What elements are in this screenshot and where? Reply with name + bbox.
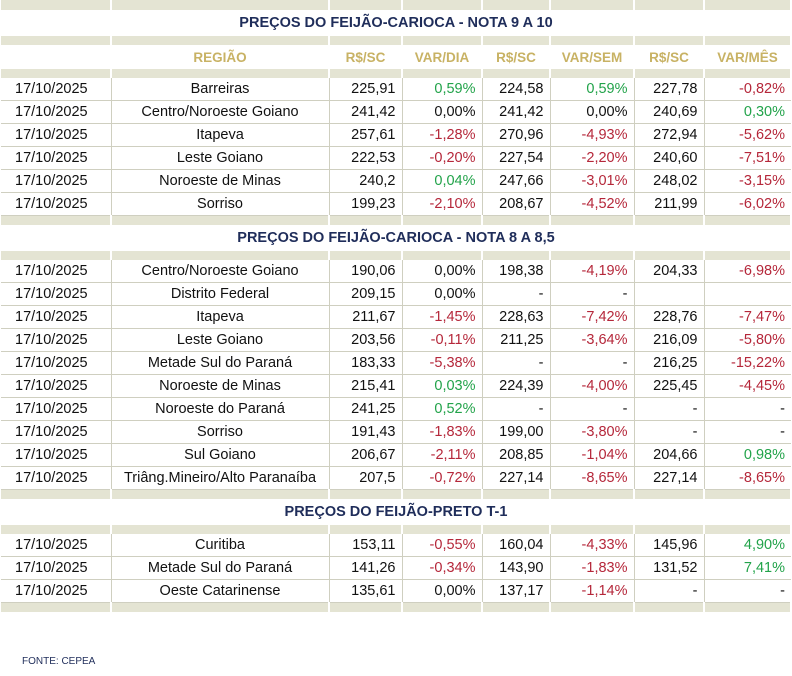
section-title: PREÇOS DO FEIJÃO-CARIOCA - NOTA 8 A 8,5 bbox=[1, 225, 791, 251]
strip-cell bbox=[482, 251, 550, 260]
date-cell: 17/10/2025 bbox=[1, 375, 111, 398]
region-cell: Leste Goiano bbox=[111, 329, 329, 352]
strip-cell bbox=[634, 603, 704, 613]
strip-cell bbox=[704, 36, 791, 45]
date-cell: 17/10/2025 bbox=[1, 260, 111, 283]
price-week-cell: 199,00 bbox=[482, 421, 550, 444]
price-table bbox=[1, 0, 792, 612]
price-week-cell: - bbox=[482, 352, 550, 375]
region-cell: Barreiras bbox=[111, 78, 329, 101]
var-week-cell: -1,14% bbox=[550, 580, 634, 603]
divider-strip bbox=[1, 603, 791, 613]
date-cell: 17/10/2025 bbox=[1, 170, 111, 193]
price-month-cell: 240,60 bbox=[634, 147, 704, 170]
price-month-cell: 131,52 bbox=[634, 557, 704, 580]
var-month-cell: -6,02% bbox=[704, 193, 791, 216]
strip-cell bbox=[402, 525, 482, 534]
var-week-cell: 0,00% bbox=[550, 101, 634, 124]
price-week-cell: 228,63 bbox=[482, 306, 550, 329]
table-row bbox=[1, 444, 791, 467]
strip-cell bbox=[402, 216, 482, 226]
strip-cell bbox=[550, 525, 634, 534]
table-row bbox=[1, 375, 791, 398]
var-day-cell: -0,11% bbox=[402, 329, 482, 352]
var-week-cell: -8,65% bbox=[550, 467, 634, 490]
strip-cell bbox=[550, 603, 634, 613]
var-day-cell: -1,45% bbox=[402, 306, 482, 329]
var-month-cell bbox=[704, 283, 791, 306]
region-cell: Noroeste de Minas bbox=[111, 375, 329, 398]
price-week-cell: 227,14 bbox=[482, 467, 550, 490]
price-day-cell: 222,53 bbox=[329, 147, 402, 170]
price-month-cell: 272,94 bbox=[634, 124, 704, 147]
date-cell: 17/10/2025 bbox=[1, 534, 111, 557]
price-day-cell: 190,06 bbox=[329, 260, 402, 283]
strip-cell bbox=[402, 490, 482, 500]
strip-cell bbox=[704, 216, 791, 226]
price-month-cell: 204,66 bbox=[634, 444, 704, 467]
price-week-cell: 247,66 bbox=[482, 170, 550, 193]
strip-cell bbox=[329, 603, 402, 613]
date-cell: 17/10/2025 bbox=[1, 306, 111, 329]
price-month-cell: 204,33 bbox=[634, 260, 704, 283]
table-row bbox=[1, 78, 791, 101]
date-cell: 17/10/2025 bbox=[1, 283, 111, 306]
price-day-cell: 153,11 bbox=[329, 534, 402, 557]
var-week-cell: -2,20% bbox=[550, 147, 634, 170]
var-week-cell: - bbox=[550, 352, 634, 375]
price-week-cell: 208,85 bbox=[482, 444, 550, 467]
var-day-cell: 0,59% bbox=[402, 78, 482, 101]
var-day-cell: 0,00% bbox=[402, 283, 482, 306]
var-month-cell: -4,45% bbox=[704, 375, 791, 398]
var-month-cell: -6,98% bbox=[704, 260, 791, 283]
var-month-cell: - bbox=[704, 580, 791, 603]
strip-cell bbox=[329, 36, 402, 45]
date-cell: 17/10/2025 bbox=[1, 329, 111, 352]
var-day-cell: 0,03% bbox=[402, 375, 482, 398]
var-month-cell: 7,41% bbox=[704, 557, 791, 580]
var-month-cell: - bbox=[704, 421, 791, 444]
var-week-cell: -1,83% bbox=[550, 557, 634, 580]
var-day-cell: -0,20% bbox=[402, 147, 482, 170]
price-month-cell: 216,25 bbox=[634, 352, 704, 375]
column-header: VAR/MÊS bbox=[704, 45, 791, 69]
section-title: PREÇOS DO FEIJÃO-PRETO T-1 bbox=[1, 499, 791, 525]
strip-cell bbox=[1, 69, 111, 78]
date-cell: 17/10/2025 bbox=[1, 78, 111, 101]
divider-strip bbox=[1, 525, 791, 534]
var-month-cell: - bbox=[704, 398, 791, 421]
var-week-cell: -4,93% bbox=[550, 124, 634, 147]
column-header: VAR/SEM bbox=[550, 45, 634, 69]
strip-cell bbox=[1, 603, 111, 613]
region-cell: Sul Goiano bbox=[111, 444, 329, 467]
table-row bbox=[1, 260, 791, 283]
strip-cell bbox=[550, 0, 634, 10]
price-day-cell: 141,26 bbox=[329, 557, 402, 580]
var-week-cell: -4,33% bbox=[550, 534, 634, 557]
date-cell: 17/10/2025 bbox=[1, 398, 111, 421]
price-month-cell: 228,76 bbox=[634, 306, 704, 329]
strip-cell bbox=[329, 490, 402, 500]
strip-cell bbox=[634, 490, 704, 500]
strip-cell bbox=[1, 525, 111, 534]
region-cell: Centro/Noroeste Goiano bbox=[111, 260, 329, 283]
strip-cell bbox=[329, 69, 402, 78]
price-day-cell: 257,61 bbox=[329, 124, 402, 147]
price-week-cell: 143,90 bbox=[482, 557, 550, 580]
var-month-cell: -7,51% bbox=[704, 147, 791, 170]
column-header: R$/SC bbox=[482, 45, 550, 69]
region-cell: Sorriso bbox=[111, 193, 329, 216]
strip-cell bbox=[111, 603, 329, 613]
price-week-cell: 160,04 bbox=[482, 534, 550, 557]
table-row bbox=[1, 534, 791, 557]
divider-strip bbox=[1, 0, 791, 10]
strip-cell bbox=[1, 216, 111, 226]
strip-cell bbox=[482, 603, 550, 613]
price-month-cell: 227,14 bbox=[634, 467, 704, 490]
strip-cell bbox=[482, 0, 550, 10]
divider-strip bbox=[1, 36, 791, 45]
var-day-cell: 0,00% bbox=[402, 260, 482, 283]
var-week-cell: -3,80% bbox=[550, 421, 634, 444]
price-day-cell: 241,25 bbox=[329, 398, 402, 421]
header-date bbox=[1, 45, 111, 69]
strip-cell bbox=[704, 69, 791, 78]
column-header: R$/SC bbox=[634, 45, 704, 69]
var-day-cell: -1,28% bbox=[402, 124, 482, 147]
var-month-cell: 0,30% bbox=[704, 101, 791, 124]
strip-cell bbox=[402, 251, 482, 260]
price-day-cell: 211,67 bbox=[329, 306, 402, 329]
table-row bbox=[1, 352, 791, 375]
price-day-cell: 215,41 bbox=[329, 375, 402, 398]
divider-strip bbox=[1, 490, 791, 500]
price-month-cell: - bbox=[634, 421, 704, 444]
var-day-cell: -0,55% bbox=[402, 534, 482, 557]
strip-cell bbox=[550, 216, 634, 226]
region-cell: Noroeste de Minas bbox=[111, 170, 329, 193]
price-month-cell: - bbox=[634, 580, 704, 603]
price-day-cell: 207,5 bbox=[329, 467, 402, 490]
strip-cell bbox=[482, 216, 550, 226]
divider-strip bbox=[1, 251, 791, 260]
date-cell: 17/10/2025 bbox=[1, 557, 111, 580]
price-day-cell: 240,2 bbox=[329, 170, 402, 193]
var-day-cell: 0,52% bbox=[402, 398, 482, 421]
strip-cell bbox=[550, 36, 634, 45]
divider-strip bbox=[1, 69, 791, 78]
table-row bbox=[1, 580, 791, 603]
region-cell: Noroeste do Paraná bbox=[111, 398, 329, 421]
var-week-cell: - bbox=[550, 283, 634, 306]
source-note: FONTE: CEPEA bbox=[22, 656, 96, 667]
price-week-cell: 270,96 bbox=[482, 124, 550, 147]
strip-cell bbox=[550, 251, 634, 260]
strip-cell bbox=[111, 216, 329, 226]
var-day-cell: -5,38% bbox=[402, 352, 482, 375]
column-header: REGIÃO bbox=[111, 45, 329, 69]
date-cell: 17/10/2025 bbox=[1, 101, 111, 124]
strip-cell bbox=[634, 69, 704, 78]
strip-cell bbox=[329, 525, 402, 534]
strip-cell bbox=[704, 603, 791, 613]
region-cell: Centro/Noroeste Goiano bbox=[111, 101, 329, 124]
table-row bbox=[1, 398, 791, 421]
strip-cell bbox=[111, 525, 329, 534]
var-month-cell: -0,82% bbox=[704, 78, 791, 101]
var-day-cell: -2,11% bbox=[402, 444, 482, 467]
table-row bbox=[1, 170, 791, 193]
strip-cell bbox=[402, 0, 482, 10]
var-week-cell: - bbox=[550, 398, 634, 421]
region-cell: Metade Sul do Paraná bbox=[111, 557, 329, 580]
price-month-cell: - bbox=[634, 398, 704, 421]
var-week-cell: -4,19% bbox=[550, 260, 634, 283]
table-row bbox=[1, 467, 791, 490]
strip-cell bbox=[704, 525, 791, 534]
price-day-cell: 191,43 bbox=[329, 421, 402, 444]
date-cell: 17/10/2025 bbox=[1, 467, 111, 490]
price-day-cell: 135,61 bbox=[329, 580, 402, 603]
date-cell: 17/10/2025 bbox=[1, 444, 111, 467]
price-week-cell: 211,25 bbox=[482, 329, 550, 352]
table-row bbox=[1, 124, 791, 147]
price-week-cell: 224,58 bbox=[482, 78, 550, 101]
price-month-cell: 216,09 bbox=[634, 329, 704, 352]
strip-cell bbox=[402, 69, 482, 78]
strip-cell bbox=[1, 251, 111, 260]
strip-cell bbox=[329, 0, 402, 10]
strip-cell bbox=[634, 0, 704, 10]
region-cell: Leste Goiano bbox=[111, 147, 329, 170]
price-week-cell: 208,67 bbox=[482, 193, 550, 216]
strip-cell bbox=[634, 36, 704, 45]
table-row bbox=[1, 421, 791, 444]
region-cell: Metade Sul do Paraná bbox=[111, 352, 329, 375]
price-day-cell: 206,67 bbox=[329, 444, 402, 467]
date-cell: 17/10/2025 bbox=[1, 193, 111, 216]
strip-cell bbox=[634, 525, 704, 534]
var-month-cell: -5,80% bbox=[704, 329, 791, 352]
var-week-cell: -7,42% bbox=[550, 306, 634, 329]
var-month-cell: -7,47% bbox=[704, 306, 791, 329]
price-month-cell: 227,78 bbox=[634, 78, 704, 101]
section-title-row bbox=[1, 499, 791, 525]
date-cell: 17/10/2025 bbox=[1, 580, 111, 603]
price-day-cell: 225,91 bbox=[329, 78, 402, 101]
table-row bbox=[1, 193, 791, 216]
var-day-cell: -2,10% bbox=[402, 193, 482, 216]
section-title: PREÇOS DO FEIJÃO-CARIOCA - NOTA 9 A 10 bbox=[1, 10, 791, 36]
var-week-cell: -3,64% bbox=[550, 329, 634, 352]
var-week-cell: -4,00% bbox=[550, 375, 634, 398]
strip-cell bbox=[1, 490, 111, 500]
region-cell: Itapeva bbox=[111, 124, 329, 147]
strip-cell bbox=[329, 251, 402, 260]
date-cell: 17/10/2025 bbox=[1, 421, 111, 444]
price-day-cell: 209,15 bbox=[329, 283, 402, 306]
strip-cell bbox=[329, 216, 402, 226]
price-week-cell: 224,39 bbox=[482, 375, 550, 398]
region-cell: Triâng.Mineiro/Alto Paranaíba bbox=[111, 467, 329, 490]
price-week-cell: 241,42 bbox=[482, 101, 550, 124]
var-day-cell: -0,34% bbox=[402, 557, 482, 580]
price-week-cell: - bbox=[482, 283, 550, 306]
var-week-cell: -1,04% bbox=[550, 444, 634, 467]
table-row bbox=[1, 557, 791, 580]
price-day-cell: 203,56 bbox=[329, 329, 402, 352]
price-week-cell: 227,54 bbox=[482, 147, 550, 170]
region-cell: Oeste Catarinense bbox=[111, 580, 329, 603]
strip-cell bbox=[634, 251, 704, 260]
strip-cell bbox=[402, 603, 482, 613]
var-week-cell: 0,59% bbox=[550, 78, 634, 101]
region-cell: Distrito Federal bbox=[111, 283, 329, 306]
strip-cell bbox=[111, 251, 329, 260]
strip-cell bbox=[550, 490, 634, 500]
strip-cell bbox=[634, 216, 704, 226]
var-week-cell: -4,52% bbox=[550, 193, 634, 216]
var-month-cell: -8,65% bbox=[704, 467, 791, 490]
table-row bbox=[1, 283, 791, 306]
strip-cell bbox=[482, 525, 550, 534]
var-day-cell: -0,72% bbox=[402, 467, 482, 490]
table-row bbox=[1, 306, 791, 329]
strip-cell bbox=[482, 490, 550, 500]
var-week-cell: -3,01% bbox=[550, 170, 634, 193]
price-month-cell: 248,02 bbox=[634, 170, 704, 193]
price-month-cell: 240,69 bbox=[634, 101, 704, 124]
var-month-cell: -15,22% bbox=[704, 352, 791, 375]
price-month-cell: 211,99 bbox=[634, 193, 704, 216]
strip-cell bbox=[111, 36, 329, 45]
price-day-cell: 183,33 bbox=[329, 352, 402, 375]
column-header-row bbox=[1, 45, 791, 69]
var-month-cell: 0,98% bbox=[704, 444, 791, 467]
date-cell: 17/10/2025 bbox=[1, 352, 111, 375]
strip-cell bbox=[1, 36, 111, 45]
strip-cell bbox=[1, 0, 111, 10]
var-month-cell: 4,90% bbox=[704, 534, 791, 557]
strip-cell bbox=[482, 36, 550, 45]
strip-cell bbox=[111, 0, 329, 10]
region-cell: Itapeva bbox=[111, 306, 329, 329]
strip-cell bbox=[704, 490, 791, 500]
region-cell: Sorriso bbox=[111, 421, 329, 444]
price-week-cell: - bbox=[482, 398, 550, 421]
var-month-cell: -3,15% bbox=[704, 170, 791, 193]
column-header: VAR/DIA bbox=[402, 45, 482, 69]
strip-cell bbox=[482, 69, 550, 78]
strip-cell bbox=[704, 251, 791, 260]
date-cell: 17/10/2025 bbox=[1, 147, 111, 170]
table-row bbox=[1, 101, 791, 124]
price-month-cell: 225,45 bbox=[634, 375, 704, 398]
strip-cell bbox=[550, 69, 634, 78]
divider-strip bbox=[1, 216, 791, 226]
table-row bbox=[1, 329, 791, 352]
var-day-cell: 0,00% bbox=[402, 101, 482, 124]
strip-cell bbox=[111, 490, 329, 500]
var-day-cell: 0,04% bbox=[402, 170, 482, 193]
price-month-cell bbox=[634, 283, 704, 306]
price-day-cell: 241,42 bbox=[329, 101, 402, 124]
var-month-cell: -5,62% bbox=[704, 124, 791, 147]
section-title-row bbox=[1, 10, 791, 36]
var-day-cell: 0,00% bbox=[402, 580, 482, 603]
price-day-cell: 199,23 bbox=[329, 193, 402, 216]
strip-cell bbox=[704, 0, 791, 10]
section-title-row bbox=[1, 225, 791, 251]
price-week-cell: 137,17 bbox=[482, 580, 550, 603]
strip-cell bbox=[111, 69, 329, 78]
column-header: R$/SC bbox=[329, 45, 402, 69]
price-week-cell: 198,38 bbox=[482, 260, 550, 283]
price-month-cell: 145,96 bbox=[634, 534, 704, 557]
strip-cell bbox=[402, 36, 482, 45]
table-row bbox=[1, 147, 791, 170]
region-cell: Curitiba bbox=[111, 534, 329, 557]
var-day-cell: -1,83% bbox=[402, 421, 482, 444]
date-cell: 17/10/2025 bbox=[1, 124, 111, 147]
